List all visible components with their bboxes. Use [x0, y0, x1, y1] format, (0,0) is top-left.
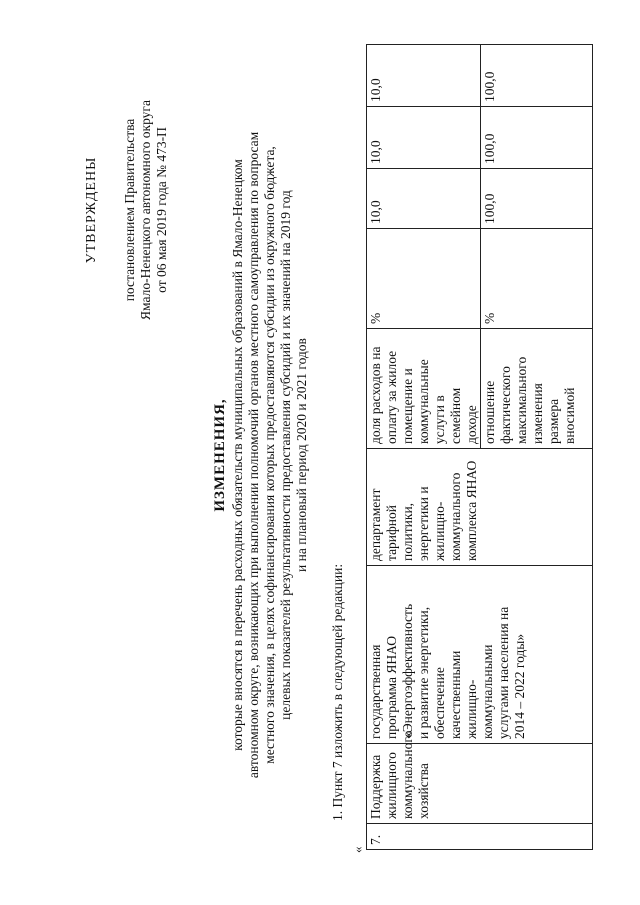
- text-line: коммунального: [448, 472, 463, 561]
- table-row: [367, 45, 481, 850]
- text-line: размера: [546, 398, 561, 444]
- text-line: хозяйства: [416, 763, 431, 819]
- approval-stamp: [84, 75, 170, 345]
- item-instruction: 1. Пункт 7 изложить в следующей редакции:: [330, 563, 345, 821]
- text-line: Поддержка: [368, 754, 383, 819]
- text-line: жилищно-: [464, 679, 479, 739]
- cell-value-2021: 10,0: [367, 45, 481, 107]
- cell-unit: %: [481, 229, 593, 329]
- text-line: коммунального: [400, 730, 415, 819]
- text-line: вносимой: [562, 387, 577, 444]
- text-line: услугами населения на: [496, 606, 511, 739]
- text-line: услуги в: [432, 395, 447, 444]
- text-line: изменения: [530, 383, 545, 444]
- approval-line: постановлением Правительства: [122, 118, 137, 302]
- title-line: и на плановый период 2020 и 2021 годов: [294, 338, 309, 572]
- cell-value-2020: 100,0: [481, 107, 593, 169]
- text-line: государственная: [368, 644, 383, 739]
- text-line: 2014 – 2022 годы»: [512, 633, 527, 739]
- text-line: тарифной: [384, 505, 399, 561]
- cell-indicator: [367, 329, 481, 449]
- text-line: политики,: [400, 502, 415, 561]
- text-line: коммунальные: [416, 359, 431, 444]
- approval-heading: УТВЕРЖДЕНЫ: [84, 156, 99, 264]
- text-line: фактического: [498, 366, 513, 444]
- text-line: максимального: [514, 356, 529, 444]
- text-line: доля расходов на: [368, 346, 383, 444]
- cell-program: [367, 566, 593, 744]
- cell-obligation-name: [367, 730, 593, 824]
- text-line: энергетики и: [416, 486, 431, 561]
- cell-value-2021: 100,0: [481, 45, 593, 107]
- text-line: департамент: [368, 488, 383, 561]
- title-line: целевых показателей результативности предоставления субсидий и их значений на 2019 год: [278, 190, 293, 720]
- opening-quote: «: [350, 846, 365, 853]
- cell-value-2019: 10,0: [367, 169, 481, 229]
- title-line: которые вносятся в перечень расходных обязательств муниципальных образований в Ямало-Ненецком: [230, 159, 245, 751]
- document-title: ИЗМЕНЕНИЯ,: [212, 398, 228, 512]
- text-line: оплату за жилое: [384, 350, 399, 444]
- cell-department: [367, 449, 593, 566]
- text-line: помещение и: [400, 368, 415, 444]
- cell-value-2020: 10,0: [367, 107, 481, 169]
- text-line: семейном: [448, 387, 463, 444]
- approval-line: Ямало-Ненецкого автономного округа: [138, 100, 153, 320]
- text-line: «Энергоэффективность: [400, 603, 415, 739]
- text-line: доходе: [464, 405, 479, 444]
- cell-number: 7.: [367, 824, 593, 850]
- document-title-block: [212, 65, 310, 845]
- title-line: местного значения, в целях софинансирования которых предоставляются субсидии из окружного бюджета,: [262, 146, 277, 764]
- text-line: коммунальными: [480, 644, 495, 739]
- text-line: комплекса ЯНАО: [464, 460, 479, 561]
- text-line: отношение: [482, 380, 497, 444]
- text-line: программа ЯНАО: [384, 636, 399, 739]
- cell-indicator: [481, 329, 593, 449]
- text-line: и развитие энергетики,: [416, 606, 431, 739]
- approval-line: от 06 мая 2019 года № 473-П: [154, 127, 169, 293]
- title-line: автономном округе, возникающих при выполнении полномочий органов местного самоуправления по вопросам: [246, 131, 261, 779]
- text-line: жилищно-: [432, 501, 447, 561]
- cell-value-2019: 100,0: [481, 169, 593, 229]
- cell-unit: %: [367, 229, 481, 329]
- text-line: обеспечение: [432, 667, 447, 739]
- text-line: качественными: [448, 650, 463, 739]
- text-line: жилищного: [384, 752, 399, 819]
- obligations-table: [366, 44, 593, 850]
